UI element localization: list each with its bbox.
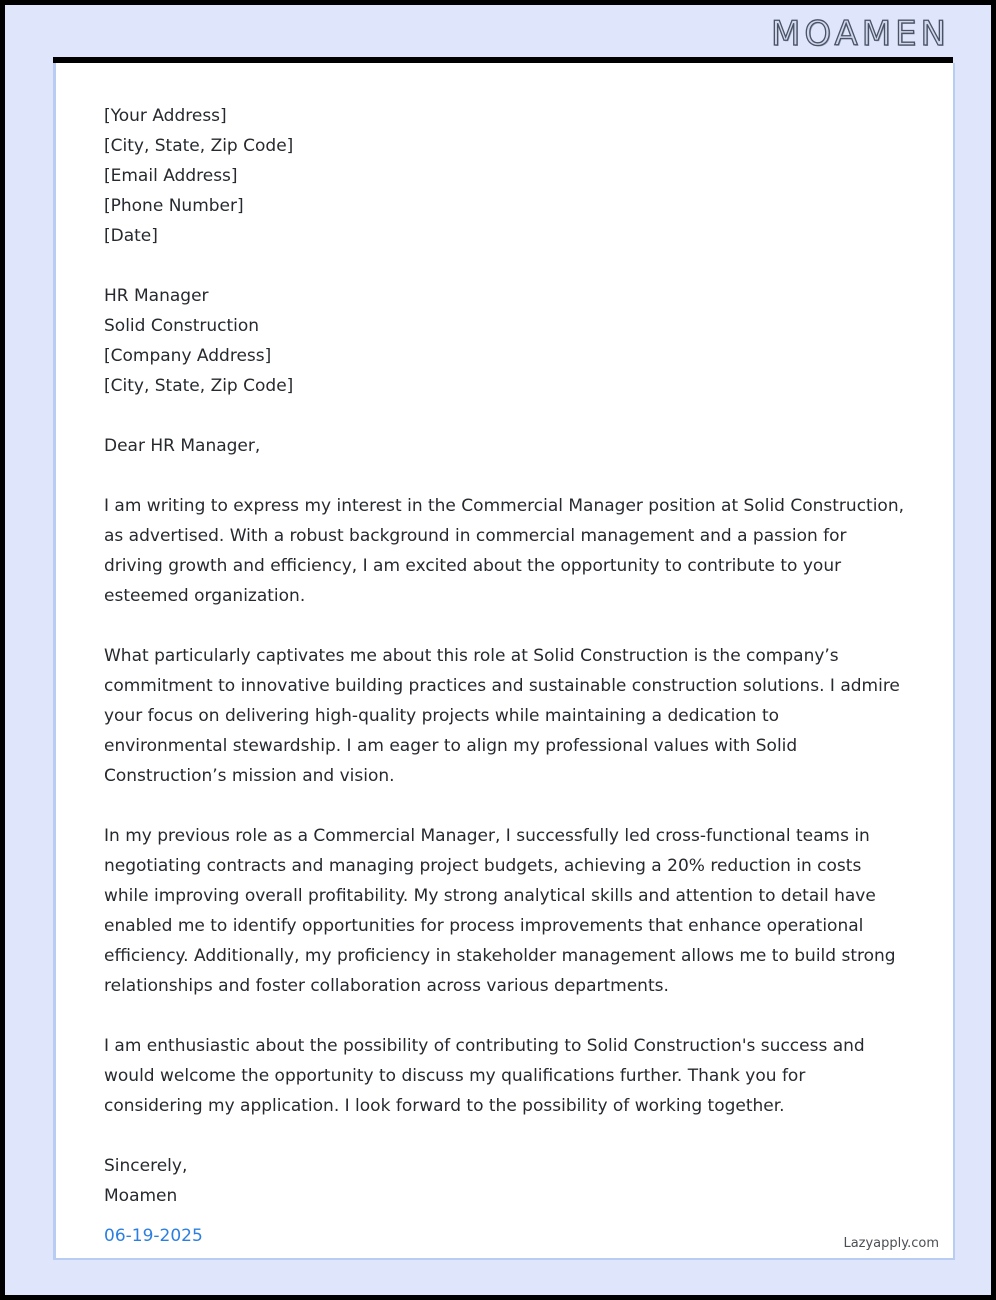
sender-email-line: [Email Address] bbox=[104, 166, 238, 186]
sender-address-line: [Your Address] bbox=[104, 106, 227, 126]
sender-date-line: [Date] bbox=[104, 226, 158, 246]
paragraph-text: In my previous role as a Commercial Manager, I successfully led cross-functional teams in negotiating contracts and managing project budgets, achieving a 20% reduction in costs while improving overall profitability. My strong analytical skills and attention to detail have enabled me to identify opportunities for process improvements that enhance operational efficiency. Additionally, my proficiency in stakeholder management allows me to build strong relationships and foster collaboration across various departments. bbox=[104, 826, 896, 996]
body-paragraph-2 bbox=[104, 641, 904, 791]
paragraph-text: What particularly captivates me about this role at Solid Construction is the company’s commitment to innovative building practices and sustainable construction solutions. I admire your focus on delivering high-quality projects while maintaining a dedication to environmental stewardship. I am eager to align my professional values with Solid Construction’s mission and vision. bbox=[104, 646, 900, 786]
letter-content bbox=[104, 101, 904, 1251]
salutation-block bbox=[104, 431, 904, 461]
paragraph-text: I am writing to express my interest in the Commercial Manager position at Solid Construction, as advertised. With a robust background in commercial management and a passion for driving growth and efficiency, I am excited about the opportunity to contribute to your esteemed organization. bbox=[104, 496, 905, 606]
paragraph-text: I am enthusiastic about the possibility of contributing to Solid Construction's success and would welcome the opportunity to discuss my qualifications further. Thank you for considering my application. I look forward to the possibility of working together. bbox=[104, 1036, 865, 1116]
salutation-text: Dear HR Manager, bbox=[104, 436, 261, 456]
letterhead bbox=[10, 10, 996, 57]
recipient-title-line: HR Manager bbox=[104, 286, 209, 306]
recipient-address-line: [Company Address] bbox=[104, 346, 272, 366]
sender-address-block bbox=[104, 101, 904, 251]
letterhead-brand-name: MOAMEN bbox=[770, 13, 950, 54]
signature-name: Moamen bbox=[104, 1186, 178, 1206]
recipient-address-block bbox=[104, 281, 904, 401]
closing-salutation: Sincerely, bbox=[104, 1156, 188, 1176]
body-paragraph-1 bbox=[104, 491, 904, 611]
recipient-company-line: Solid Construction bbox=[104, 316, 260, 336]
sender-phone-line: [Phone Number] bbox=[104, 196, 244, 216]
closing-block bbox=[104, 1151, 904, 1251]
body-paragraph-3 bbox=[104, 821, 904, 1001]
footer-brand: Lazyapply.com bbox=[843, 1236, 939, 1251]
letter-date: 06-19-2025 bbox=[104, 1226, 203, 1246]
letter-page bbox=[53, 63, 955, 1260]
body-paragraph-4 bbox=[104, 1031, 904, 1121]
sender-city-line: [City, State, Zip Code] bbox=[104, 136, 294, 156]
recipient-city-line: [City, State, Zip Code] bbox=[104, 376, 294, 396]
